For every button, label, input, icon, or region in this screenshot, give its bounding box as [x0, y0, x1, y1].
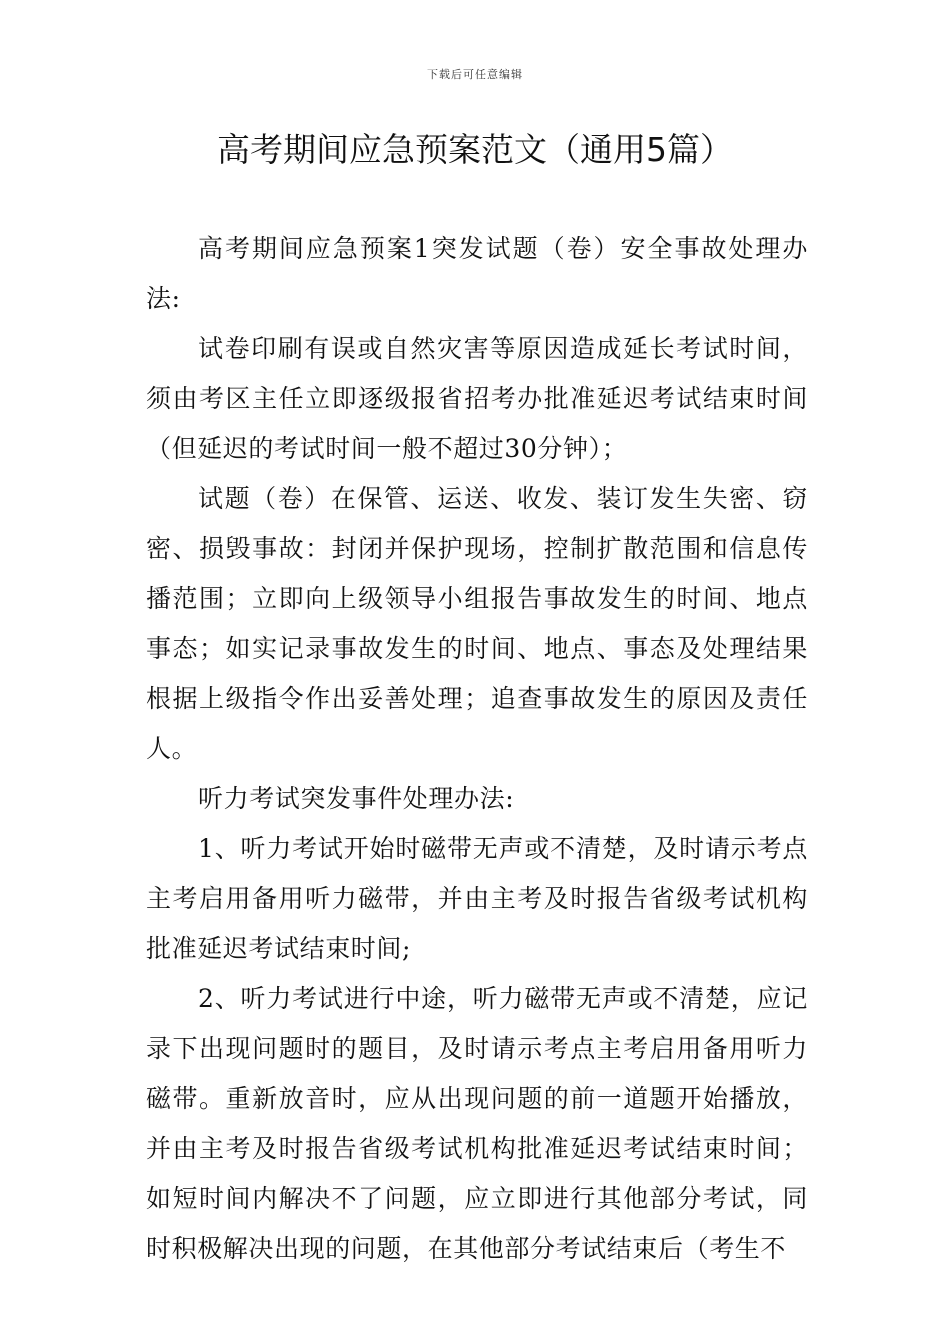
paragraph-listening-heading: 听力考试突发事件处理办法: [198, 784, 515, 813]
paragraph-section-intro: 高考期间应急预案1突发试题（卷）安全事故处理办法: [146, 234, 808, 313]
paragraph-listening-item-2: 2、听力考试进行中途，听力磁带无声或不清楚，应记录下出现问题时的题目，及时请示考点主考启用备用听力磁带。重新放音时，应从出现问题的前一道题开始播放，并由主考及时报告省级考试机构批准延迟考试结束时间；如短时间内解决不了问题，应立即进行其他部分考试，同时积极解决出现的问题，在其他部分考试结束后（考生不 [146, 984, 808, 1263]
paragraph-listening-item-1: 1、听力考试开始时磁带无声或不清楚，及时请示考点主考启用备用听力磁带，并由主考及时报告省级考试机构批准延迟考试结束时间; [146, 834, 808, 963]
paragraph-exam-delay: 试卷印刷有误或自然灾害等原因造成延长考试时间，须由考区主任立即逐级报省招考办批准延迟考试结束时间（但延迟的考试时间一般不超过30分钟）； [146, 334, 808, 463]
paragraph-paper-security: 试题（卷）在保管、运送、收发、装订发生失密、窃密、损毁事故：封闭并保护现场，控制扩散范围和信息传播范围；立即向上级领导小组报告事故发生的时间、地点事态；如实记录事故发生的时间、地点、事态及处理结果根据上级指令作出妥善处理；追查事故发生的原因及责任人。 [146, 484, 808, 763]
document-body [146, 224, 808, 1274]
header-note: 下载后可任意编辑 [427, 68, 523, 81]
document-title: 高考期间应急预案范文（通用5篇） [217, 130, 733, 169]
